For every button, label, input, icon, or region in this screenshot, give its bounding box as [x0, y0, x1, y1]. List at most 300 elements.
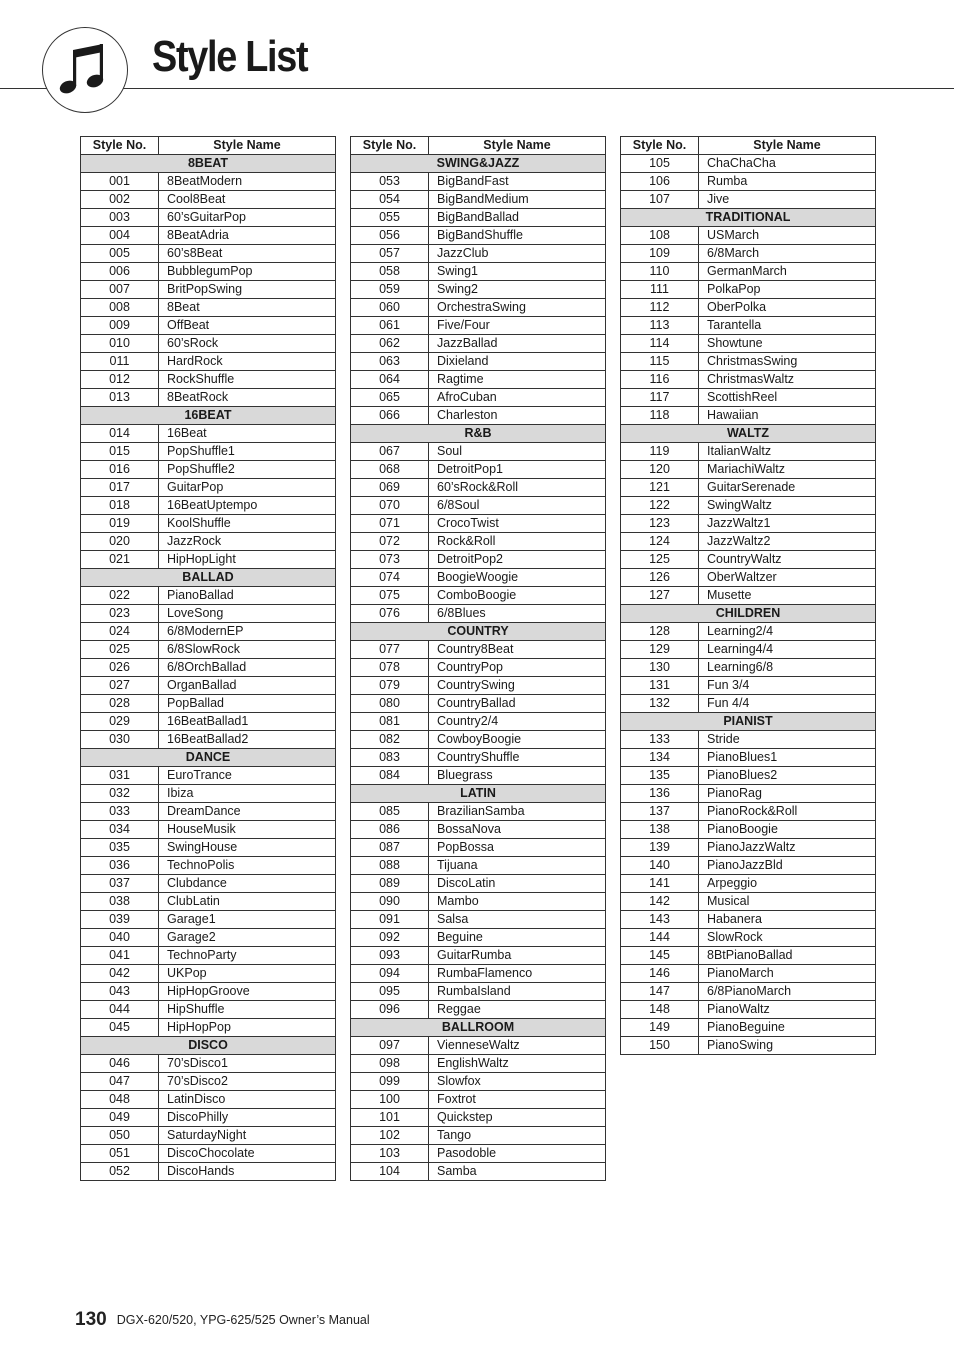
style-number: 107	[621, 191, 699, 209]
table-row	[81, 191, 336, 209]
style-number: 065	[351, 389, 429, 407]
style-number: 102	[351, 1127, 429, 1145]
style-name: RumbaFlamenco	[429, 965, 606, 983]
style-number: 070	[351, 497, 429, 515]
style-name: Rock&Roll	[429, 533, 606, 551]
style-number: 053	[351, 173, 429, 191]
style-name: Soul	[429, 443, 606, 461]
table-row	[351, 875, 606, 893]
table-row	[351, 209, 606, 227]
table-row	[81, 965, 336, 983]
table-row	[351, 659, 606, 677]
table-row	[621, 371, 876, 389]
table-row	[81, 803, 336, 821]
table-row	[351, 965, 606, 983]
table-row	[351, 533, 606, 551]
category-label: BALLROOM	[351, 1019, 606, 1037]
table-row	[81, 227, 336, 245]
table-row	[351, 389, 606, 407]
table-row	[81, 587, 336, 605]
style-name: GuitarRumba	[429, 947, 606, 965]
table-row	[81, 605, 336, 623]
category-label: BALLAD	[81, 569, 336, 587]
table-row	[621, 515, 876, 533]
style-name: Learning4/4	[699, 641, 876, 659]
style-name: Hawaiian	[699, 407, 876, 425]
style-number: 109	[621, 245, 699, 263]
style-number: 010	[81, 335, 159, 353]
style-number: 069	[351, 479, 429, 497]
table-row	[621, 911, 876, 929]
table-row	[351, 191, 606, 209]
style-number: 005	[81, 245, 159, 263]
table-header-row	[621, 137, 876, 155]
table-row	[621, 893, 876, 911]
style-name: OffBeat	[159, 317, 336, 335]
style-name: Musette	[699, 587, 876, 605]
style-name: GuitarSerenade	[699, 479, 876, 497]
table-row	[621, 803, 876, 821]
style-number: 103	[351, 1145, 429, 1163]
style-name: HouseMusik	[159, 821, 336, 839]
table-row	[351, 893, 606, 911]
style-name: LatinDisco	[159, 1091, 336, 1109]
style-number: 128	[621, 623, 699, 641]
style-name: ItalianWaltz	[699, 443, 876, 461]
table-row	[351, 371, 606, 389]
style-name: 70’sDisco1	[159, 1055, 336, 1073]
style-name: 6/8ModernEP	[159, 623, 336, 641]
style-number: 086	[351, 821, 429, 839]
table-row	[351, 731, 606, 749]
style-number: 125	[621, 551, 699, 569]
style-name: CountryWaltz	[699, 551, 876, 569]
style-number: 142	[621, 893, 699, 911]
category-row	[621, 605, 876, 623]
style-name: Jive	[699, 191, 876, 209]
style-number: 150	[621, 1037, 699, 1055]
style-number: 076	[351, 605, 429, 623]
table-row	[351, 515, 606, 533]
table-header-row	[81, 137, 336, 155]
style-no-header: Style No.	[351, 137, 429, 155]
style-number: 097	[351, 1037, 429, 1055]
table-row	[81, 443, 336, 461]
style-number: 145	[621, 947, 699, 965]
manual-title: DGX-620/520, YPG-625/525 Owner’s Manual	[116, 1313, 370, 1327]
style-name: 8BeatModern	[159, 173, 336, 191]
table-row	[621, 875, 876, 893]
table-row	[351, 245, 606, 263]
table-row	[621, 317, 876, 335]
table-row	[621, 641, 876, 659]
table-row	[621, 677, 876, 695]
style-number: 073	[351, 551, 429, 569]
style-number: 083	[351, 749, 429, 767]
music-note-icon	[42, 27, 128, 113]
table-row	[621, 461, 876, 479]
style-number: 106	[621, 173, 699, 191]
style-name: Tango	[429, 1127, 606, 1145]
style-number: 028	[81, 695, 159, 713]
style-number: 078	[351, 659, 429, 677]
style-number: 036	[81, 857, 159, 875]
table-row	[351, 569, 606, 587]
style-number: 072	[351, 533, 429, 551]
category-label: 8BEAT	[81, 155, 336, 173]
style-number: 074	[351, 569, 429, 587]
style-name: GuitarPop	[159, 479, 336, 497]
style-number: 062	[351, 335, 429, 353]
category-row	[81, 1037, 336, 1055]
style-table-2	[350, 136, 606, 1181]
table-row	[81, 245, 336, 263]
style-name: BoogieWoogie	[429, 569, 606, 587]
table-row	[621, 263, 876, 281]
category-row	[81, 155, 336, 173]
style-number: 040	[81, 929, 159, 947]
style-number: 092	[351, 929, 429, 947]
style-name: BrazilianSamba	[429, 803, 606, 821]
style-number: 039	[81, 911, 159, 929]
style-name: BigBandBallad	[429, 209, 606, 227]
style-name: BigBandMedium	[429, 191, 606, 209]
table-row	[621, 947, 876, 965]
category-row	[81, 569, 336, 587]
table-row	[621, 245, 876, 263]
style-name: Dixieland	[429, 353, 606, 371]
table-row	[81, 353, 336, 371]
table-row	[81, 875, 336, 893]
style-number: 048	[81, 1091, 159, 1109]
style-no-header: Style No.	[81, 137, 159, 155]
style-name: ChristmasWaltz	[699, 371, 876, 389]
style-name: CrocoTwist	[429, 515, 606, 533]
style-number: 007	[81, 281, 159, 299]
table-row	[621, 569, 876, 587]
table-row	[351, 317, 606, 335]
style-name: 60’sGuitarPop	[159, 209, 336, 227]
style-number: 011	[81, 353, 159, 371]
table-row	[351, 1091, 606, 1109]
table-row	[351, 947, 606, 965]
style-name: Country8Beat	[429, 641, 606, 659]
style-name: PianoJazzBld	[699, 857, 876, 875]
table-row	[81, 1109, 336, 1127]
style-number: 091	[351, 911, 429, 929]
style-name: CountrySwing	[429, 677, 606, 695]
style-number: 084	[351, 767, 429, 785]
style-number: 060	[351, 299, 429, 317]
table-row	[351, 299, 606, 317]
style-number: 138	[621, 821, 699, 839]
table-row	[81, 677, 336, 695]
style-number: 133	[621, 731, 699, 749]
style-number: 066	[351, 407, 429, 425]
style-name: 6/8Soul	[429, 497, 606, 515]
table-row	[621, 1019, 876, 1037]
style-number: 135	[621, 767, 699, 785]
category-label: DISCO	[81, 1037, 336, 1055]
style-name: BubblegumPop	[159, 263, 336, 281]
table-row	[351, 839, 606, 857]
table-row	[621, 695, 876, 713]
table-row	[351, 461, 606, 479]
style-number: 093	[351, 947, 429, 965]
style-name: HipShuffle	[159, 1001, 336, 1019]
style-number: 087	[351, 839, 429, 857]
style-number: 058	[351, 263, 429, 281]
style-name: Five/Four	[429, 317, 606, 335]
table-row	[351, 983, 606, 1001]
style-number: 025	[81, 641, 159, 659]
style-name: DreamDance	[159, 803, 336, 821]
style-number: 123	[621, 515, 699, 533]
style-number: 127	[621, 587, 699, 605]
style-number: 064	[351, 371, 429, 389]
style-number: 137	[621, 803, 699, 821]
style-name: Fun 4/4	[699, 695, 876, 713]
style-number: 008	[81, 299, 159, 317]
style-number: 112	[621, 299, 699, 317]
table-row	[621, 191, 876, 209]
style-number: 030	[81, 731, 159, 749]
table-row	[621, 281, 876, 299]
style-name: AfroCuban	[429, 389, 606, 407]
style-name: DetroitPop2	[429, 551, 606, 569]
table-row	[81, 425, 336, 443]
category-label: WALTZ	[621, 425, 876, 443]
category-label: TRADITIONAL	[621, 209, 876, 227]
style-number: 059	[351, 281, 429, 299]
table-row	[81, 281, 336, 299]
style-name: PianoWaltz	[699, 1001, 876, 1019]
style-name: RockShuffle	[159, 371, 336, 389]
table-row	[351, 551, 606, 569]
style-name: PopBossa	[429, 839, 606, 857]
style-number: 052	[81, 1163, 159, 1181]
table-row	[621, 749, 876, 767]
table-row	[621, 533, 876, 551]
style-number: 004	[81, 227, 159, 245]
style-number: 126	[621, 569, 699, 587]
page-title: Style List	[152, 32, 308, 81]
table-row	[351, 227, 606, 245]
table-row	[81, 893, 336, 911]
style-name: Garage2	[159, 929, 336, 947]
style-name: BritPopSwing	[159, 281, 336, 299]
style-number: 016	[81, 461, 159, 479]
style-name: PopShuffle1	[159, 443, 336, 461]
style-number: 032	[81, 785, 159, 803]
table-row	[81, 695, 336, 713]
style-name: OrchestraSwing	[429, 299, 606, 317]
table-row	[351, 1127, 606, 1145]
style-number: 015	[81, 443, 159, 461]
style-name: Swing1	[429, 263, 606, 281]
style-name: 16BeatUptempo	[159, 497, 336, 515]
category-label: DANCE	[81, 749, 336, 767]
style-number: 100	[351, 1091, 429, 1109]
style-number: 113	[621, 317, 699, 335]
style-number: 131	[621, 677, 699, 695]
style-name: 6/8PianoMarch	[699, 983, 876, 1001]
style-number: 148	[621, 1001, 699, 1019]
style-number: 055	[351, 209, 429, 227]
style-name: Beguine	[429, 929, 606, 947]
style-name: Country2/4	[429, 713, 606, 731]
table-row	[81, 785, 336, 803]
style-name: PianoBlues2	[699, 767, 876, 785]
style-number: 108	[621, 227, 699, 245]
style-name: HipHopLight	[159, 551, 336, 569]
table-row	[81, 713, 336, 731]
style-name: Musical	[699, 893, 876, 911]
table-row	[351, 1001, 606, 1019]
style-number: 079	[351, 677, 429, 695]
style-name: Quickstep	[429, 1109, 606, 1127]
style-name: JazzWaltz1	[699, 515, 876, 533]
table-row	[81, 263, 336, 281]
style-number: 022	[81, 587, 159, 605]
category-label: LATIN	[351, 785, 606, 803]
style-number: 104	[351, 1163, 429, 1181]
style-name: 60’s8Beat	[159, 245, 336, 263]
style-name: Ragtime	[429, 371, 606, 389]
style-number: 130	[621, 659, 699, 677]
style-number: 054	[351, 191, 429, 209]
style-number: 033	[81, 803, 159, 821]
style-number: 029	[81, 713, 159, 731]
table-row	[81, 389, 336, 407]
style-number: 149	[621, 1019, 699, 1037]
style-name: JazzRock	[159, 533, 336, 551]
table-row	[621, 821, 876, 839]
table-row	[81, 1055, 336, 1073]
table-row	[351, 479, 606, 497]
table-row	[351, 281, 606, 299]
style-name: PianoRock&Roll	[699, 803, 876, 821]
style-number: 122	[621, 497, 699, 515]
style-number: 081	[351, 713, 429, 731]
category-row	[81, 749, 336, 767]
category-label: PIANIST	[621, 713, 876, 731]
table-row	[81, 1145, 336, 1163]
table-row	[621, 299, 876, 317]
style-number: 067	[351, 443, 429, 461]
style-name: Tarantella	[699, 317, 876, 335]
table-row	[621, 965, 876, 983]
style-name: Mambo	[429, 893, 606, 911]
style-name: PianoBlues1	[699, 749, 876, 767]
style-name: Rumba	[699, 173, 876, 191]
style-number: 035	[81, 839, 159, 857]
style-number: 080	[351, 695, 429, 713]
style-name: 6/8March	[699, 245, 876, 263]
style-name: ClubLatin	[159, 893, 336, 911]
table-row	[351, 803, 606, 821]
style-name: Learning2/4	[699, 623, 876, 641]
table-row	[621, 227, 876, 245]
style-name: 6/8OrchBallad	[159, 659, 336, 677]
style-name: Showtune	[699, 335, 876, 353]
style-name: Garage1	[159, 911, 336, 929]
table-row	[351, 713, 606, 731]
table-row	[81, 551, 336, 569]
table-row	[81, 731, 336, 749]
style-number: 034	[81, 821, 159, 839]
style-name: DiscoLatin	[429, 875, 606, 893]
style-name: ComboBoogie	[429, 587, 606, 605]
style-number: 044	[81, 1001, 159, 1019]
table-row	[81, 857, 336, 875]
table-row	[81, 911, 336, 929]
table-row	[621, 929, 876, 947]
table-row	[351, 1037, 606, 1055]
table-row	[81, 1091, 336, 1109]
table-row	[621, 155, 876, 173]
table-row	[621, 1001, 876, 1019]
table-row	[81, 641, 336, 659]
table-row	[351, 407, 606, 425]
style-name: Charleston	[429, 407, 606, 425]
table-row	[81, 479, 336, 497]
style-number: 051	[81, 1145, 159, 1163]
style-name: 6/8SlowRock	[159, 641, 336, 659]
style-name: Ibiza	[159, 785, 336, 803]
table-row	[81, 317, 336, 335]
style-name: UKPop	[159, 965, 336, 983]
style-number: 105	[621, 155, 699, 173]
style-name: DetroitPop1	[429, 461, 606, 479]
style-number: 140	[621, 857, 699, 875]
table-row	[81, 623, 336, 641]
style-name: OberPolka	[699, 299, 876, 317]
style-name: DiscoChocolate	[159, 1145, 336, 1163]
style-number: 098	[351, 1055, 429, 1073]
style-number: 118	[621, 407, 699, 425]
style-name: Cool8Beat	[159, 191, 336, 209]
table-row	[351, 1055, 606, 1073]
table-row	[621, 551, 876, 569]
style-name: EnglishWaltz	[429, 1055, 606, 1073]
page-number: 130	[75, 1309, 107, 1330]
style-number: 042	[81, 965, 159, 983]
style-number: 046	[81, 1055, 159, 1073]
category-row	[351, 425, 606, 443]
style-number: 024	[81, 623, 159, 641]
style-number: 068	[351, 461, 429, 479]
table-row	[81, 947, 336, 965]
table-row	[351, 443, 606, 461]
style-name: PianoJazzWaltz	[699, 839, 876, 857]
style-name: 8BtPianoBallad	[699, 947, 876, 965]
style-number: 057	[351, 245, 429, 263]
style-name: PianoRag	[699, 785, 876, 803]
style-name: DiscoPhilly	[159, 1109, 336, 1127]
style-number: 147	[621, 983, 699, 1001]
table-row	[81, 1073, 336, 1091]
table-row	[621, 497, 876, 515]
style-number: 094	[351, 965, 429, 983]
table-row	[81, 983, 336, 1001]
category-row	[621, 713, 876, 731]
table-row	[621, 839, 876, 857]
style-name: SwingHouse	[159, 839, 336, 857]
style-number: 121	[621, 479, 699, 497]
style-name: ScottishReel	[699, 389, 876, 407]
style-number: 026	[81, 659, 159, 677]
